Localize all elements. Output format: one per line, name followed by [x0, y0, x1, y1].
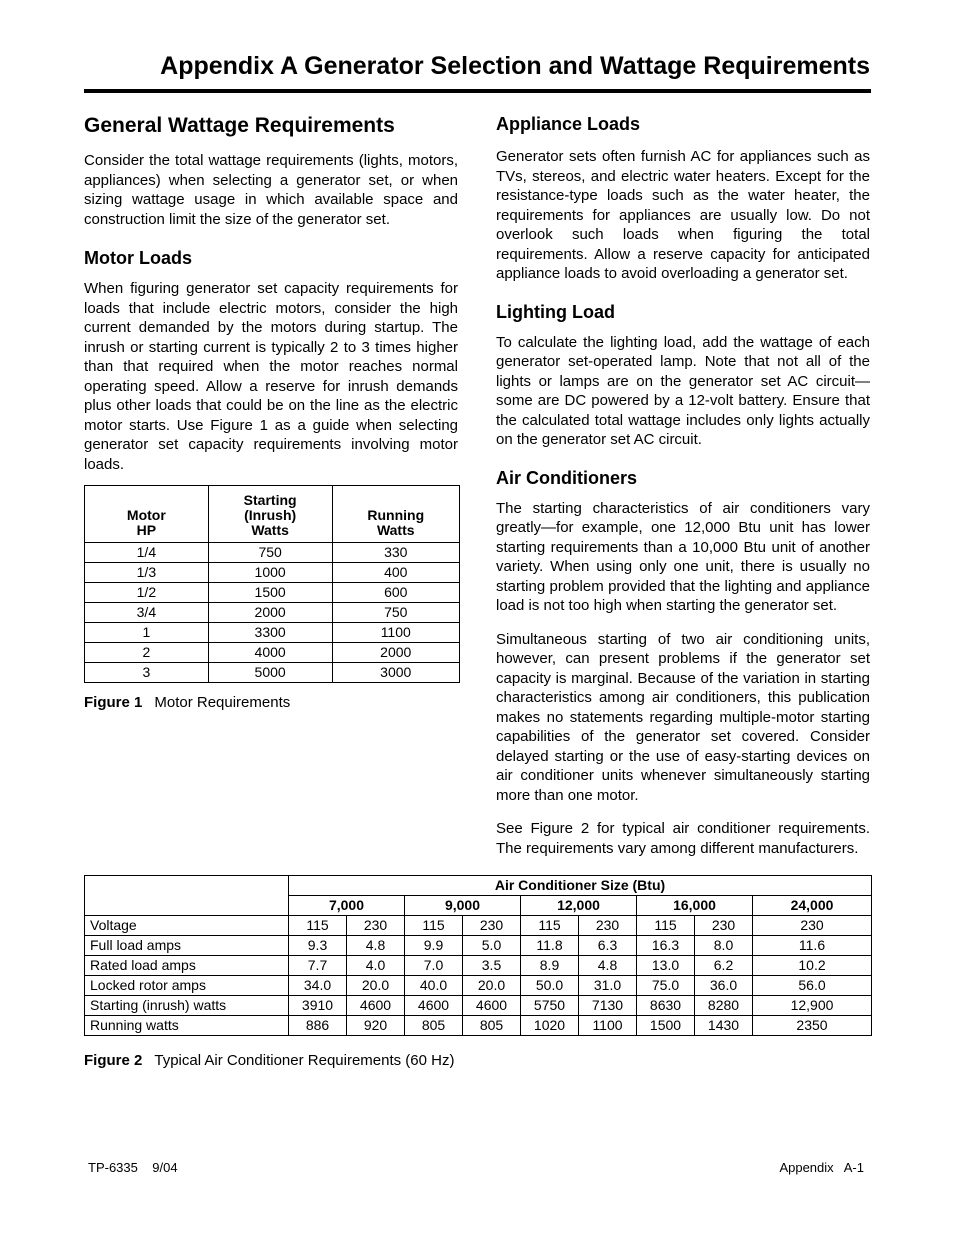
motor-loads-paragraph: When figuring generator set capacity requirements for loads that include electric motors, consider the high current demanded by the motors during startup. The inrush or starting current is typically 2 to 3 times higher than that required when the motor reaches normal operating speed. Allow a reserve for inrush demands plus other loads that could be on the line as the electric motor starts. Use Figure 1 as a guide when selecting generator set capacity requirements involving motor loads.: [84, 280, 458, 473]
ac-value-cell: 4.0: [347, 956, 405, 976]
ac-row-label: Rated load amps: [85, 956, 289, 976]
motor-table-header-row: [85, 486, 460, 543]
ac-value-cell: 230: [579, 916, 637, 936]
title-rule: [84, 89, 871, 93]
table-row: [85, 603, 460, 623]
footer-document-id: TP-6335 9/04: [88, 1160, 178, 1175]
ac-row-label: Locked rotor amps: [85, 976, 289, 996]
ac-value-cell: 4600: [347, 996, 405, 1016]
starting-watts-cell: 1000: [208, 563, 332, 583]
ac-value-cell: 40.0: [405, 976, 463, 996]
air-conditioners-paragraph-3: See Figure 2 for typical air conditioner requirements. The requirements vary among different manufacturers.: [496, 820, 870, 857]
ac-value-cell: 2350: [753, 1016, 872, 1036]
ac-value-cell: 4600: [405, 996, 463, 1016]
motor-hp-cell: 3: [85, 663, 209, 683]
running-watts-cell: 2000: [332, 643, 460, 663]
ac-table-size-row: [85, 896, 872, 916]
ac-row-label: Starting (inrush) watts: [85, 996, 289, 1016]
ac-value-cell: 115: [637, 916, 695, 936]
table-row: [85, 1016, 872, 1036]
ac-value-cell: 5.0: [463, 936, 521, 956]
general-wattage-heading: General Wattage Requirements: [84, 114, 395, 137]
ac-value-cell: 1100: [579, 1016, 637, 1036]
table-row: [85, 916, 872, 936]
ac-value-cell: 56.0: [753, 976, 872, 996]
ac-value-cell: 9.3: [289, 936, 347, 956]
starting-watts-cell: 3300: [208, 623, 332, 643]
starting-watts-cell: 1500: [208, 583, 332, 603]
table-row: [85, 996, 872, 1016]
ac-value-cell: 8280: [695, 996, 753, 1016]
ac-value-cell: 4.8: [579, 956, 637, 976]
ac-value-cell: 8.9: [521, 956, 579, 976]
ac-value-cell: 31.0: [579, 976, 637, 996]
ac-value-cell: 7.7: [289, 956, 347, 976]
starting-watts-cell: 2000: [208, 603, 332, 623]
motor-hp-cell: 1/2: [85, 583, 209, 603]
ac-value-cell: 115: [521, 916, 579, 936]
ac-value-cell: 10.2: [753, 956, 872, 976]
table-row: [85, 583, 460, 603]
running-watts-cell: 600: [332, 583, 460, 603]
ac-value-cell: 20.0: [463, 976, 521, 996]
ac-value-cell: 50.0: [521, 976, 579, 996]
ac-size-header: 9,000: [405, 896, 521, 916]
ac-value-cell: 20.0: [347, 976, 405, 996]
running-watts-cell: 3000: [332, 663, 460, 683]
starting-header-line2: (Inrush): [244, 507, 297, 523]
lighting-load-heading: Lighting Load: [496, 301, 615, 322]
ac-value-cell: 115: [289, 916, 347, 936]
ac-value-cell: 920: [347, 1016, 405, 1036]
table-row: [85, 543, 460, 563]
appliance-loads-paragraph: Generator sets often furnish AC for appliances such as TVs, stereos, and electric water heaters. Except for the resistance-type loads such as the water heater, the requirements for appliances are usually low. Do not overlook such loads when figuring the total requirements. Allow a reserve capacity for anticipated appliance loads to avoid overloading a generator set.: [496, 148, 870, 282]
table-row: [85, 643, 460, 663]
starting-header-line1: Starting: [243, 492, 297, 508]
running-header-line1: Running: [367, 507, 425, 523]
motor-hp-cell: 3/4: [85, 603, 209, 623]
figure-2-caption: [84, 1052, 454, 1069]
table-row: [85, 663, 460, 683]
table-row: [85, 563, 460, 583]
table-row: [85, 936, 872, 956]
ac-value-cell: 230: [463, 916, 521, 936]
figure-1-caption: [84, 694, 290, 711]
ac-value-cell: 115: [405, 916, 463, 936]
ac-table-title: Air Conditioner Size (Btu): [289, 876, 872, 896]
page-title: Appendix A Generator Selection and Wattage Requirements: [160, 52, 870, 80]
ac-table-corner-2: [85, 896, 289, 916]
air-conditioner-requirements-table: [84, 875, 872, 1036]
lighting-load-paragraph: To calculate the lighting load, add the wattage of each generator set-operated lamp. Note that not all of the lights or lamps are on the generator set AC circuit—some are DC powered by a 12-volt battery. Ensure that the calculated total wattage includes only lights actually on the generator set AC circuit.: [496, 333, 870, 448]
general-wattage-paragraph: Consider the total wattage requirements (lights, motors, appliances) when selecting a generator set, or when sizing wattage usage in which available space and construction limit the size of the generator set.: [84, 152, 458, 228]
figure-1-text: Motor Requirements: [154, 694, 291, 711]
running-watts-cell: 750: [332, 603, 460, 623]
table-row: [85, 956, 872, 976]
air-conditioners-paragraph-1: The starting characteristics of air conditioners vary greatly—for example, one 12,000 Btu unit has lower starting requirements than a 10,000 Btu unit of another variety. When using only one unit, there is usually no starting problem provided that the lighting and appliance load is not too high when starting the generator set.: [496, 499, 870, 614]
starting-watts-cell: 5000: [208, 663, 332, 683]
ac-value-cell: 230: [347, 916, 405, 936]
figure-2-number: Figure 2: [84, 1052, 143, 1069]
motor-hp-cell: 2: [85, 643, 209, 663]
motor-hp-header-line1: Motor: [126, 507, 166, 523]
ac-value-cell: 6.3: [579, 936, 637, 956]
figure-2-text: Typical Air Conditioner Requirements (60 Hz): [154, 1052, 455, 1069]
ac-value-cell: 75.0: [637, 976, 695, 996]
running-watts-cell: 330: [332, 543, 460, 563]
ac-table-corner: [85, 876, 289, 896]
motor-loads-heading: Motor Loads: [84, 248, 192, 268]
motor-hp-header-line2: HP: [136, 522, 157, 538]
ac-value-cell: 4.8: [347, 936, 405, 956]
ac-value-cell: 805: [405, 1016, 463, 1036]
right-column: [496, 112, 870, 858]
ac-value-cell: 11.6: [753, 936, 872, 956]
ac-row-label: Voltage: [85, 916, 289, 936]
ac-value-cell: 9.9: [405, 936, 463, 956]
motor-hp-cell: 1/4: [85, 543, 209, 563]
ac-value-cell: 12,900: [753, 996, 872, 1016]
ac-value-cell: 230: [753, 916, 872, 936]
motor-hp-header: [85, 486, 209, 543]
ac-value-cell: 13.0: [637, 956, 695, 976]
ac-value-cell: 5750: [521, 996, 579, 1016]
ac-value-cell: 886: [289, 1016, 347, 1036]
ac-size-header: 16,000: [637, 896, 753, 916]
ac-size-header: 12,000: [521, 896, 637, 916]
ac-value-cell: 8630: [637, 996, 695, 1016]
ac-table-body: [85, 916, 872, 1036]
starting-watts-header: [208, 486, 332, 543]
ac-value-cell: 36.0: [695, 976, 753, 996]
table-row: [85, 623, 460, 643]
ac-row-label: Full load amps: [85, 936, 289, 956]
motor-hp-cell: 1: [85, 623, 209, 643]
running-watts-cell: 1100: [332, 623, 460, 643]
ac-size-header: 24,000: [753, 896, 872, 916]
motor-requirements-table: [84, 485, 460, 683]
ac-value-cell: 7130: [579, 996, 637, 1016]
figure-1-number: Figure 1: [84, 694, 143, 711]
appliance-loads-heading: Appliance Loads: [496, 114, 641, 134]
footer-page-number: Appendix A-1: [779, 1160, 864, 1175]
ac-value-cell: 805: [463, 1016, 521, 1036]
ac-value-cell: 7.0: [405, 956, 463, 976]
ac-value-cell: 230: [695, 916, 753, 936]
ac-value-cell: 1500: [637, 1016, 695, 1036]
ac-value-cell: 3910: [289, 996, 347, 1016]
left-column: [84, 112, 458, 474]
ac-value-cell: 8.0: [695, 936, 753, 956]
air-conditioners-heading: Air Conditioners: [496, 467, 638, 488]
running-watts-header: [332, 486, 460, 543]
ac-value-cell: 1020: [521, 1016, 579, 1036]
ac-value-cell: 16.3: [637, 936, 695, 956]
ac-value-cell: 4600: [463, 996, 521, 1016]
ac-table-title-row: [85, 876, 872, 896]
ac-value-cell: 11.8: [521, 936, 579, 956]
ac-value-cell: 34.0: [289, 976, 347, 996]
running-watts-cell: 400: [332, 563, 460, 583]
ac-value-cell: 6.2: [695, 956, 753, 976]
ac-row-label: Running watts: [85, 1016, 289, 1036]
ac-size-header: 7,000: [289, 896, 405, 916]
air-conditioners-paragraph-2: Simultaneous starting of two air conditioning units, however, can present problems if the generator set capacity is marginal. Because of the variation in starting characteristics among air conditioners, this publication makes no statements regarding multiple-motor starting capabilities of the generator set covered. Consider delayed starting or the use of easy-starting devices on air conditioner units whenever simultaneously starting more than one motor.: [496, 630, 870, 804]
starting-header-line3: Watts: [251, 522, 289, 538]
ac-value-cell: 1430: [695, 1016, 753, 1036]
motor-hp-cell: 1/3: [85, 563, 209, 583]
starting-watts-cell: 750: [208, 543, 332, 563]
starting-watts-cell: 4000: [208, 643, 332, 663]
table-row: [85, 976, 872, 996]
ac-value-cell: 3.5: [463, 956, 521, 976]
running-header-line2: Watts: [376, 522, 415, 538]
